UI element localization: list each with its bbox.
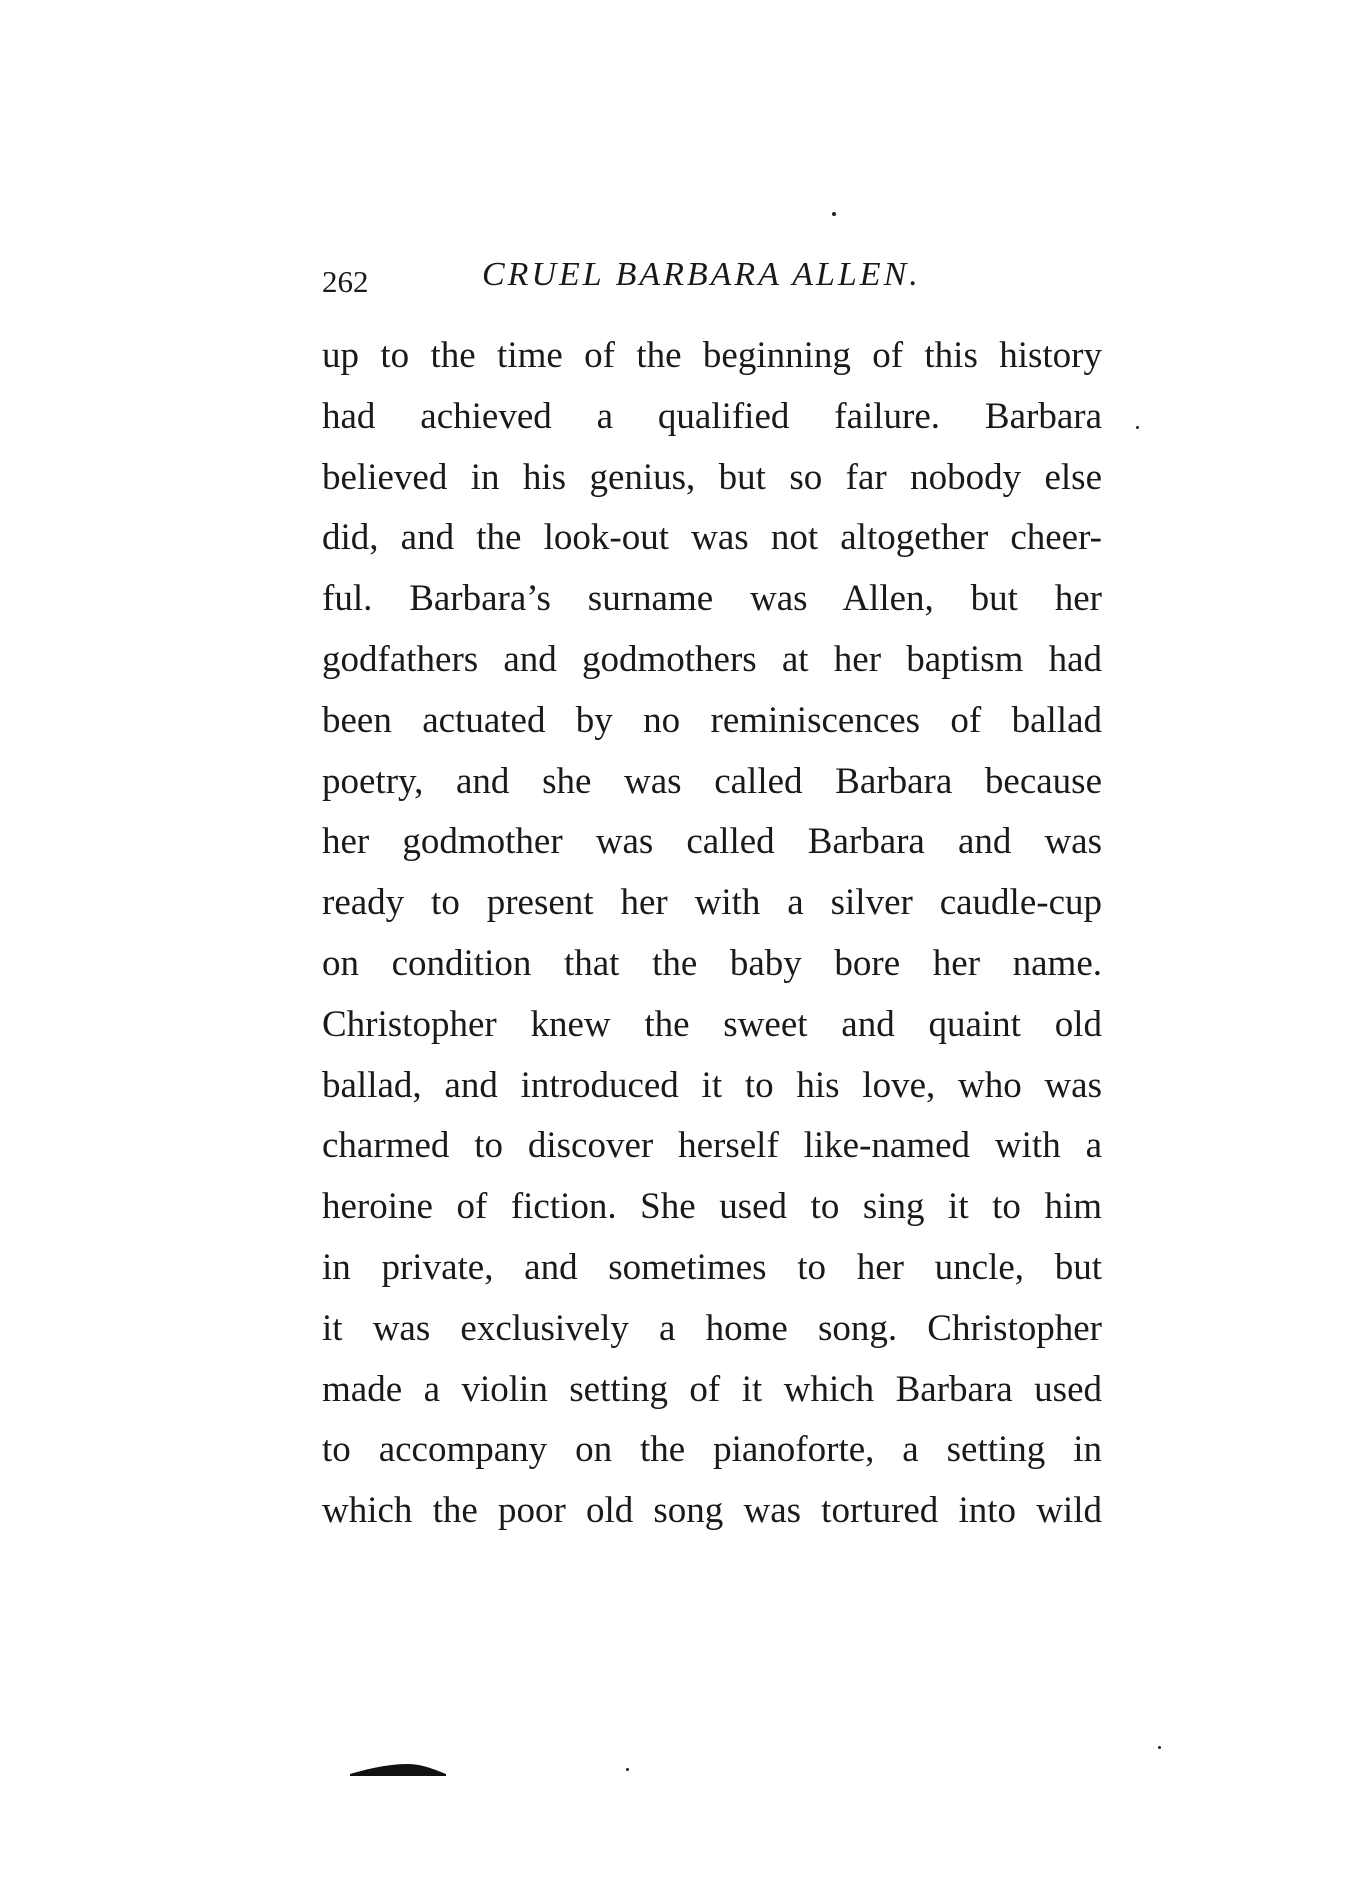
scan-speck	[1158, 1746, 1161, 1749]
scan-speck	[626, 1768, 629, 1771]
text-line: on condition that the baby bore her name.	[322, 942, 1102, 984]
running-title: CRUEL BARBARA ALLEN.	[482, 256, 921, 293]
text-line: godfathers and godmothers at her baptism had	[322, 638, 1102, 680]
body-text	[322, 326, 1102, 1542]
text-line: believed in his genius, but so far nobody else	[322, 456, 1102, 498]
text-line: in private, and sometimes to her uncle, but	[322, 1246, 1102, 1288]
text-line: did, and the look-out was not altogether cheer-	[322, 517, 1102, 559]
text-line: made a violin setting of it which Barbara used	[322, 1368, 1102, 1410]
text-line: had achieved a qualified failure. Barbara	[322, 395, 1102, 437]
text-line: ballad, and introduced it to his love, who was	[322, 1064, 1102, 1106]
text-line: heroine of fiction. She used to sing it to him	[322, 1186, 1102, 1228]
text-line: ready to present her with a silver caudle-cup	[322, 882, 1102, 924]
text-line: which the poor old song was tortured into wild	[322, 1490, 1102, 1532]
text-line: charmed to discover herself like-named with a	[322, 1125, 1102, 1167]
page-header	[322, 256, 1102, 316]
text-line: up to the time of the beginning of this history	[322, 335, 1102, 376]
scan-smudge	[350, 1764, 446, 1776]
text-line: ful. Barbara’s surname was Allen, but her	[322, 578, 1102, 620]
text-line: her godmother was called Barbara and was	[322, 821, 1102, 863]
page-number: 262	[322, 264, 369, 299]
text-line: poetry, and she was called Barbara because	[322, 760, 1102, 802]
text-line: to accompany on the pianoforte, a setting in	[322, 1429, 1102, 1471]
scan-speck	[832, 212, 836, 216]
text-line: it was exclusively a home song. Christopher	[322, 1307, 1102, 1349]
scan-speck	[1136, 426, 1139, 429]
text-line: been actuated by no reminiscences of ballad	[322, 699, 1102, 741]
text-line: Christopher knew the sweet and quaint old	[322, 1003, 1102, 1045]
